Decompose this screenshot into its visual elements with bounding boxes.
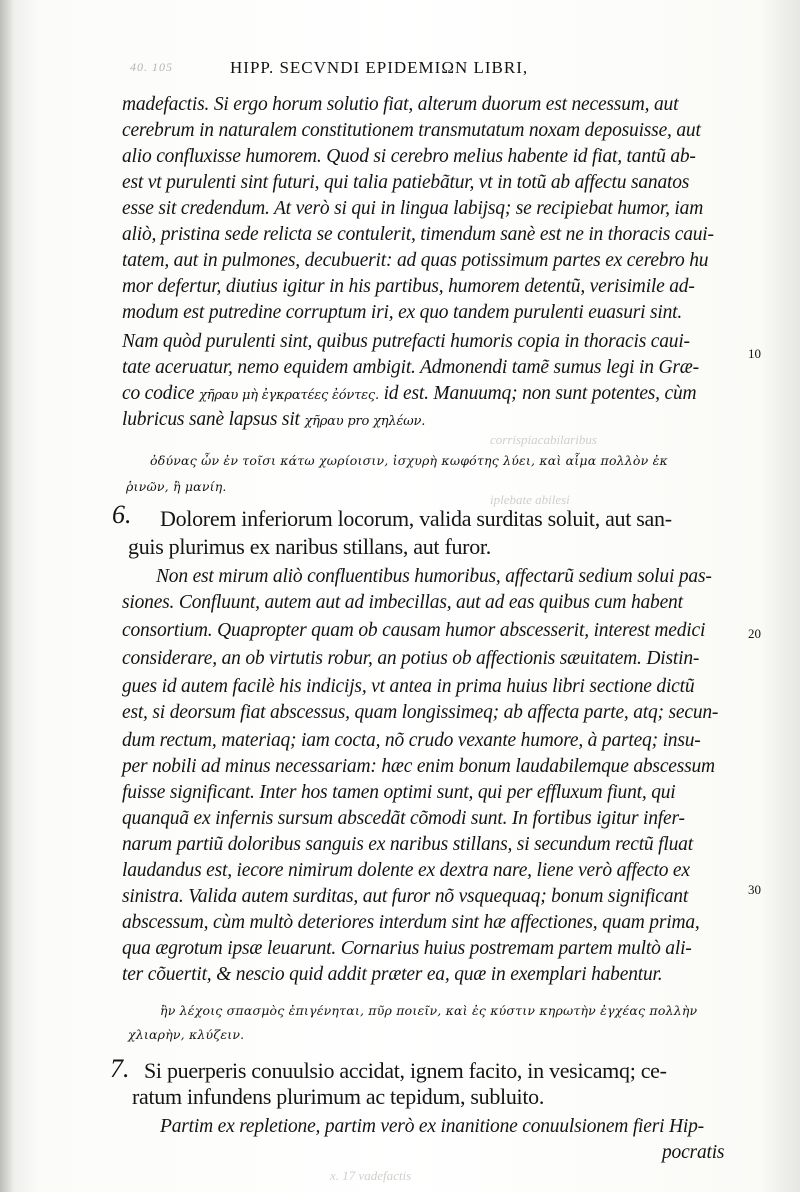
text-line: quanquã ex infernis sursum abscedãt cõmodi sunt. In fortibus igitur infer-: [122, 808, 685, 829]
text-line: mor defertur, diutius igitur in his partibus, humorem detentũ, verisimile ad-: [122, 276, 695, 297]
aphorism-line: Dolorem inferiorum locorum, valida surditas soluit, aut san-: [160, 506, 672, 531]
greek-quotation: χλιαρὴν, κλύζειν.: [128, 1027, 245, 1042]
text-line: considerare, an ob virtutis robur, an potius ob affectionis sæuitatem. Distin-: [122, 648, 700, 669]
header-title: HIPP. SECVNDI EPIDEMIΩN LIBRI,: [230, 58, 529, 77]
binding-shadow: [0, 0, 14, 1192]
greek-inline: χῆραυ pro χηλέων.: [304, 414, 426, 429]
text-line: Non est mirum aliò confluentibus humoribus, affectarũ sedium solui pas-: [156, 566, 712, 587]
section-number: 7.: [110, 1054, 130, 1083]
aphorism-line: ratum infundens plurimum ac tepidum, subluito.: [132, 1084, 545, 1109]
show-through-text: corrispiacabilaribus: [490, 432, 597, 447]
text-line: tate aceruatur, nemo equidem ambigit. Admonendi tamẽ sumus legi in Græ-: [122, 357, 699, 378]
margin-line-number: 30: [748, 882, 761, 897]
latin-text: id est. Manuumq; non sunt potentes, cùm: [383, 383, 697, 404]
text-line: sinistra. Valida autem surditas, aut furor nõ vsquequaq; bonum significant: [122, 886, 689, 907]
text-line: dum rectum, materiaq; iam cocta, nõ crudo vexante humore, à parteq; insu-: [122, 730, 701, 751]
text-line: qua ægrotum ipsæ leuarunt. Cornarius huius postremam partem multò ali-: [122, 938, 692, 959]
running-header: [130, 58, 630, 82]
text-line: abscessum, cùm multò deteriores interdum sint hæ affectiones, quam prima,: [122, 912, 700, 933]
text-line: ter cõuertit, & nescio quid addit præter ea, quæ in exemplari habentur.: [122, 964, 663, 985]
text-line: gues id autem facilè his indicijs, vt antea in prima huius libri sectione dictũ: [122, 676, 695, 697]
faint-folio: 40. 105: [130, 60, 173, 74]
text-line: narum partiũ doloribus sanguis ex naribus stillans, si secundum rectũ fluat: [122, 834, 693, 855]
aphorism-line: guis plurimus ex naribus stillans, aut furor.: [128, 534, 491, 559]
text-line-with-greek: [122, 407, 742, 432]
latin-text: co codice: [122, 383, 195, 404]
margin-line-number: 10: [748, 346, 761, 361]
text-line: madefactis. Si ergo horum solutio fiat, alterum duorum est necessum, aut: [122, 94, 679, 115]
text-line: cerebrum in naturalem constitutionem transmutatum noxam deposuisse, aut: [122, 120, 701, 141]
text-line: laudandus est, iecore nimirum dolente ex dextra nare, liene verò affecto ex: [122, 860, 690, 881]
text-line-with-greek: [122, 381, 742, 406]
text-line: siones. Confluunt, autem aut ad imbecillas, aut ad eas quibus cum habent: [122, 592, 683, 613]
text-line: pocratis: [662, 1142, 725, 1163]
text-line: est, si deorsum fiat abscessus, quam longissimeq; ab affecta parte, atq; secun-: [122, 702, 719, 723]
text-line: Nam quòd purulenti sint, quibus putrefacti humoris copia in thoracis caui-: [122, 331, 690, 352]
show-through-text: iplebate abilesi: [490, 492, 570, 507]
aphorism-line: Si puerperis conuulsio accidat, ignem facito, in vesicamq; ce-: [144, 1058, 667, 1083]
text-line: modum est putredine corruptum iri, ex quo tandem purulenti euasuri sint.: [122, 302, 683, 323]
show-through-text: x. 17 vadefactis: [330, 1168, 412, 1183]
greek-quotation: ὀδύνας ὦν ἐν τοῖσι κάτω χωρίοισιν, ἰσχυρὴ κωφότης λύει, καὶ αἷμα πολλὸν ἐκ: [150, 453, 668, 468]
text-line: consortium. Quapropter quam ob causam humor abscesserit, interest medici: [122, 620, 706, 641]
section-number: 6.: [112, 500, 132, 529]
latin-text: lubricus sanè lapsus sit: [122, 409, 300, 430]
text-line: est vt purulenti sint futuri, qui talia patiebãtur, vt in totũ ab affectu sanatos: [122, 172, 690, 193]
text-line: alio confluxisse humorem. Quod si cerebro melius habente id fiat, tantũ ab-: [122, 146, 696, 167]
text-line: fuisse significant. Inter hos tamen optimi sunt, qui per effluxum fiunt, qui: [122, 782, 676, 803]
text-line: tatem, aut in pulmones, decubuerit: ad quas potissimum partes ex cerebro hu: [122, 250, 709, 271]
text-line: aliò, pristina sede relicta se contulerit, timendum sanè est ne in thoracis caui-: [122, 224, 714, 245]
text-line: Partim ex repletione, partim verò ex inanitione conuulsionem fieri Hip-: [160, 1116, 704, 1137]
text-line: esse sit credendum. At verò si qui in lingua labijsq; se recipiebat humor, iam: [122, 198, 704, 219]
text-line: per nobili ad minus necessariam: hæc enim bonum laudabilemque abscessum: [122, 756, 715, 777]
greek-inline: χῆραυ μὴ ἐγκρατέες ἐόντες.: [199, 388, 379, 403]
greek-quotation: ῥινῶν, ἢ μανίη.: [126, 479, 227, 494]
margin-line-number: 20: [748, 626, 761, 641]
greek-quotation: ἢν λέχοις σπασμὸς ἐπιγένηται, πῦρ ποιεῖν, καὶ ἐς κύστιν κηρωτὴν ἐγχέας πολλὴν: [160, 1003, 698, 1018]
